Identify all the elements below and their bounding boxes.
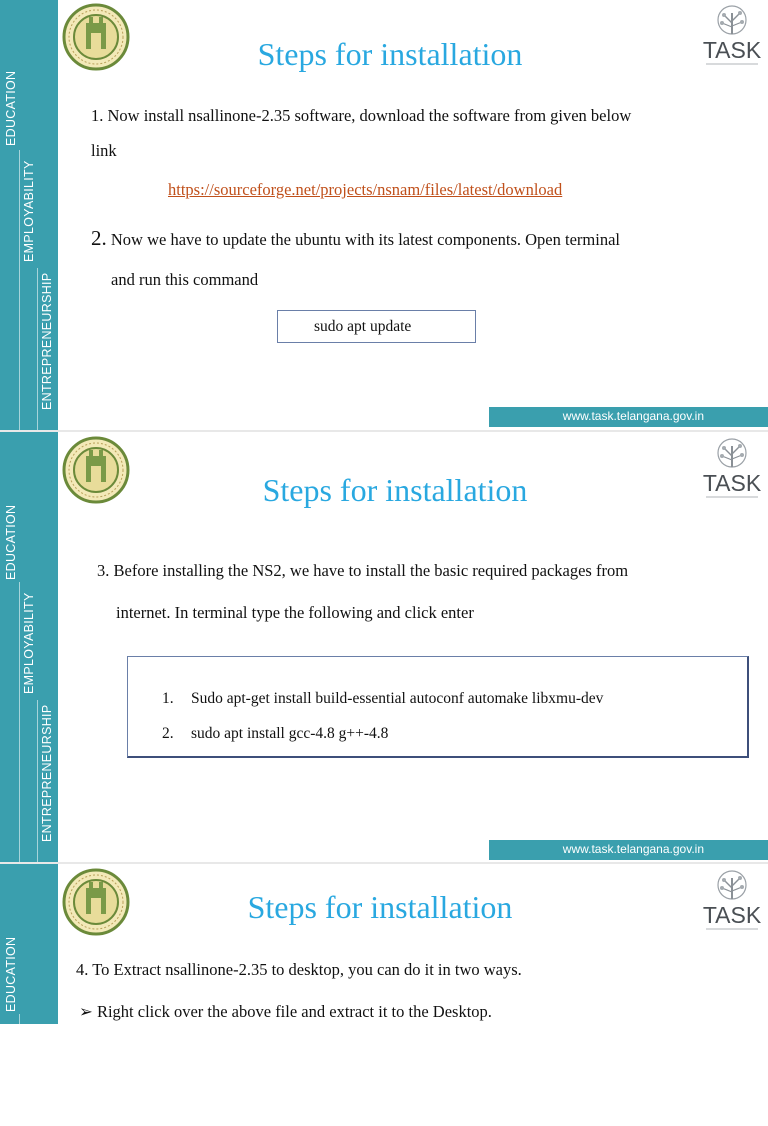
footer-bar bbox=[489, 840, 768, 860]
step-3-text: 3. Before installing the NS2, we have to install the basic required packages from bbox=[97, 561, 629, 580]
command-item-text: Sudo apt-get install build-essential autoconf automake libxmu-dev bbox=[191, 690, 604, 707]
arrow-bullet-icon: ➢ bbox=[79, 1002, 93, 1021]
task-logo bbox=[698, 868, 766, 932]
sidebar-word-entrepreneurship: ENTREPRENEURSHIP bbox=[40, 704, 54, 842]
bullet-text: Right click over the above file and extract it to the Desktop. bbox=[96, 1002, 492, 1021]
telangana-emblem-logo bbox=[62, 436, 130, 504]
slide-1 bbox=[0, 0, 768, 430]
command-text: sudo apt update bbox=[314, 318, 412, 335]
sidebar-divider bbox=[37, 700, 38, 862]
command-list-box bbox=[127, 656, 749, 758]
task-logo-text: TASK bbox=[702, 37, 762, 63]
slide-2 bbox=[0, 432, 768, 862]
command-item-text: sudo apt install gcc-4.8 g++-4.8 bbox=[191, 725, 389, 742]
sidebar-word-employability: EMPLOYABILITY bbox=[22, 592, 36, 694]
sidebar-divider bbox=[19, 150, 20, 430]
slide-title: Steps for installation bbox=[262, 472, 528, 508]
sidebar-divider bbox=[37, 268, 38, 430]
step-4-text: 4. To Extract nsallinone-2.35 to desktop, you can do it in two ways. bbox=[76, 960, 522, 979]
slide-title: Steps for installation bbox=[247, 889, 513, 925]
sidebar-divider bbox=[19, 582, 20, 862]
slide-title: Steps for installation bbox=[257, 36, 523, 72]
sidebar-word-employability: EMPLOYABILITY bbox=[22, 160, 36, 262]
sidebar-word-education: EDUCATION bbox=[4, 70, 18, 146]
sidebar-word-education: EDUCATION bbox=[4, 504, 18, 580]
task-logo bbox=[698, 3, 766, 67]
sidebar-strip bbox=[0, 864, 58, 1126]
telangana-emblem-logo bbox=[62, 3, 130, 71]
bullet-item bbox=[79, 1004, 492, 1021]
sidebar-word-employability: EMPLOYABILITY bbox=[22, 1024, 36, 1126]
task-logo-text: TASK bbox=[702, 902, 762, 928]
sidebar-word-education: EDUCATION bbox=[4, 936, 18, 1012]
download-link[interactable]: https://sourceforge.net/projects/nsnam/files/latest/download bbox=[168, 180, 563, 199]
command-box bbox=[277, 310, 476, 343]
sidebar-strip bbox=[0, 0, 58, 430]
task-logo bbox=[698, 436, 766, 500]
footer-bar bbox=[489, 407, 768, 427]
telangana-emblem-logo bbox=[62, 868, 130, 936]
command-item-number: 2. bbox=[162, 725, 174, 742]
step-1-text-cont: link bbox=[91, 141, 117, 160]
step-2-text-cont: and run this command bbox=[111, 270, 259, 289]
command-item-number: 1. bbox=[162, 690, 174, 707]
step-2-number: 2. bbox=[91, 226, 107, 250]
step-1-text: 1. Now install nsallinone-2.35 software, download the software from given below bbox=[91, 106, 632, 125]
sidebar-strip bbox=[0, 432, 58, 862]
sidebar-divider bbox=[19, 1014, 20, 1034]
footer-url[interactable]: www.task.telangana.gov.in bbox=[562, 842, 704, 856]
footer-url[interactable]: www.task.telangana.gov.in bbox=[562, 409, 704, 423]
step-2-line: Now we have to update the ubuntu with its latest components. Open terminal bbox=[110, 230, 620, 249]
step-2-text bbox=[91, 228, 620, 249]
sidebar-word-entrepreneurship: ENTREPRENEURSHIP bbox=[40, 272, 54, 410]
task-logo-text: TASK bbox=[702, 470, 762, 496]
step-3-text-cont: internet. In terminal type the following and click enter bbox=[116, 603, 474, 622]
slide-3 bbox=[0, 864, 768, 1126]
